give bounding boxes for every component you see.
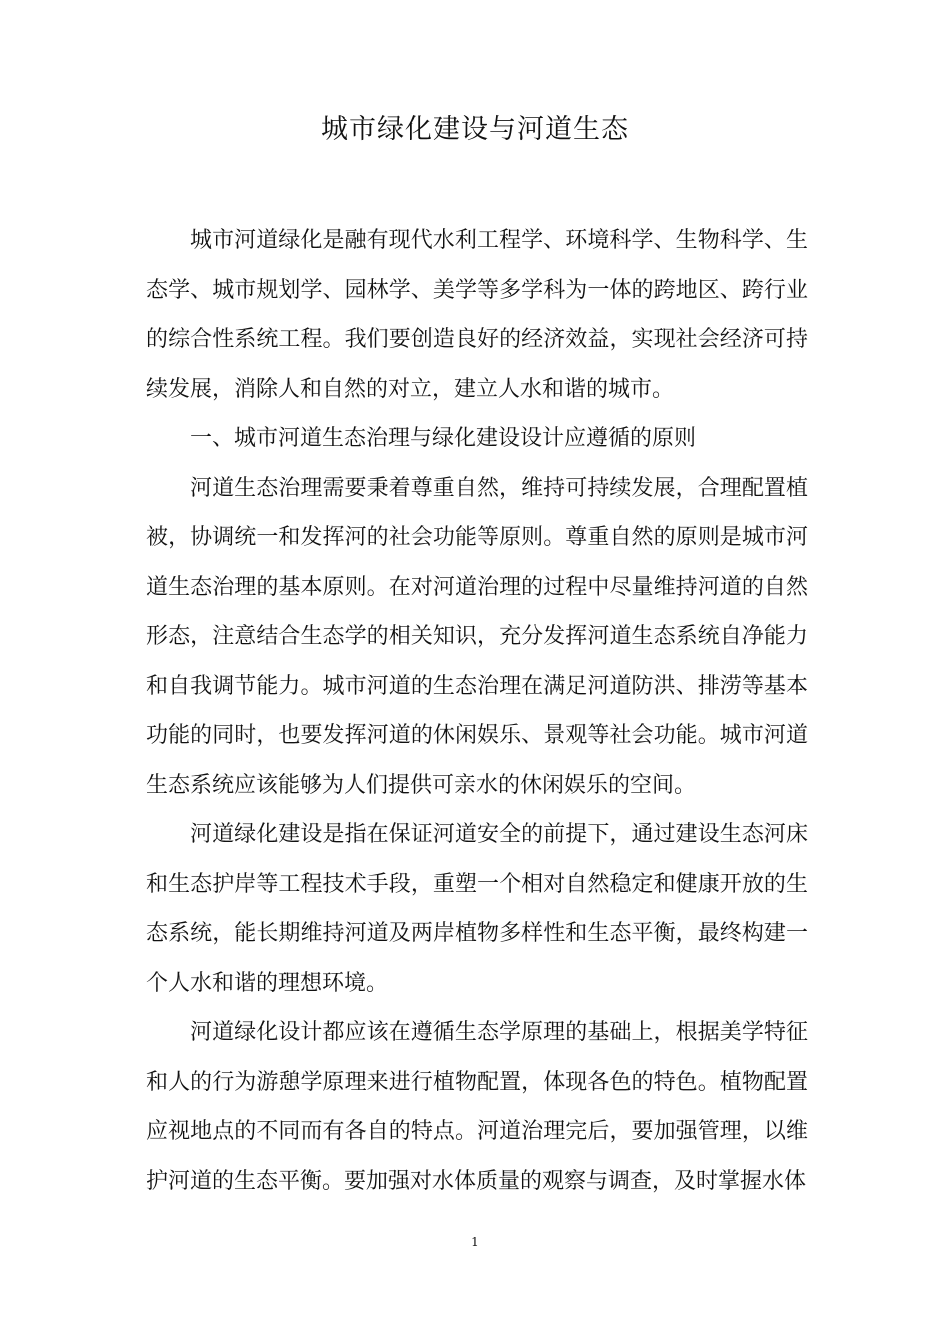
paragraph-greening-design: 河道绿化设计都应该在遵循生态学原理的基础上，根据美学特征和人的行为游憩学原理来进行植物配置，体现各色的特色。植物配置应视地点的不同而有各自的特点。河道治理完后，要加强管理，以维护河道的生态平衡。要加强对水体质量的观察与调查，及时掌握水体 bbox=[146, 1020, 808, 1194]
document-title: 城市绿化建设与河道生态 bbox=[321, 114, 629, 145]
paragraph-ecological-governance: 河道生态治理需要秉着尊重自然，维持可持续发展，合理配置植被，协调统一和发挥河的社会功能等原则。尊重自然的原则是城市河道生态治理的基本原则。在对河道治理的过程中尽量维持河道的自然形态，注意结合生态学的相关知识，充分发挥河道生态系统自净能力和自我调节能力。城市河道的生态治理在满足河道防洪、排涝等基本功能的同时，也要发挥河道的休闲娱乐、景观等社会功能。城市河道生态系统应该能够为人们提供可亲水的休闲娱乐的空间。 bbox=[146, 475, 808, 798]
document-body bbox=[146, 216, 808, 1206]
page-number: 1 bbox=[471, 1235, 479, 1249]
paragraph-intro: 城市河道绿化是融有现代水利工程学、环境科学、生物科学、生态学、城市规划学、园林学、美学等多学科为一体的跨地区、跨行业的综合性系统工程。我们要创造良好的经济效益，实现社会经济可持续发展，消除人和自然的对立，建立人水和谐的城市。 bbox=[146, 228, 808, 402]
paragraph-greening-construction: 河道绿化建设是指在保证河道安全的前提下，通过建设生态河床和生态护岸等工程技术手段，重塑一个相对自然稳定和健康开放的生态系统，能长期维持河道及两岸植物多样性和生态平衡，最终构建一个人水和谐的理想环境。 bbox=[146, 822, 808, 996]
section-heading-principles: 一、城市河道生态治理与绿化建设设计应遵循的原则 bbox=[190, 426, 697, 451]
